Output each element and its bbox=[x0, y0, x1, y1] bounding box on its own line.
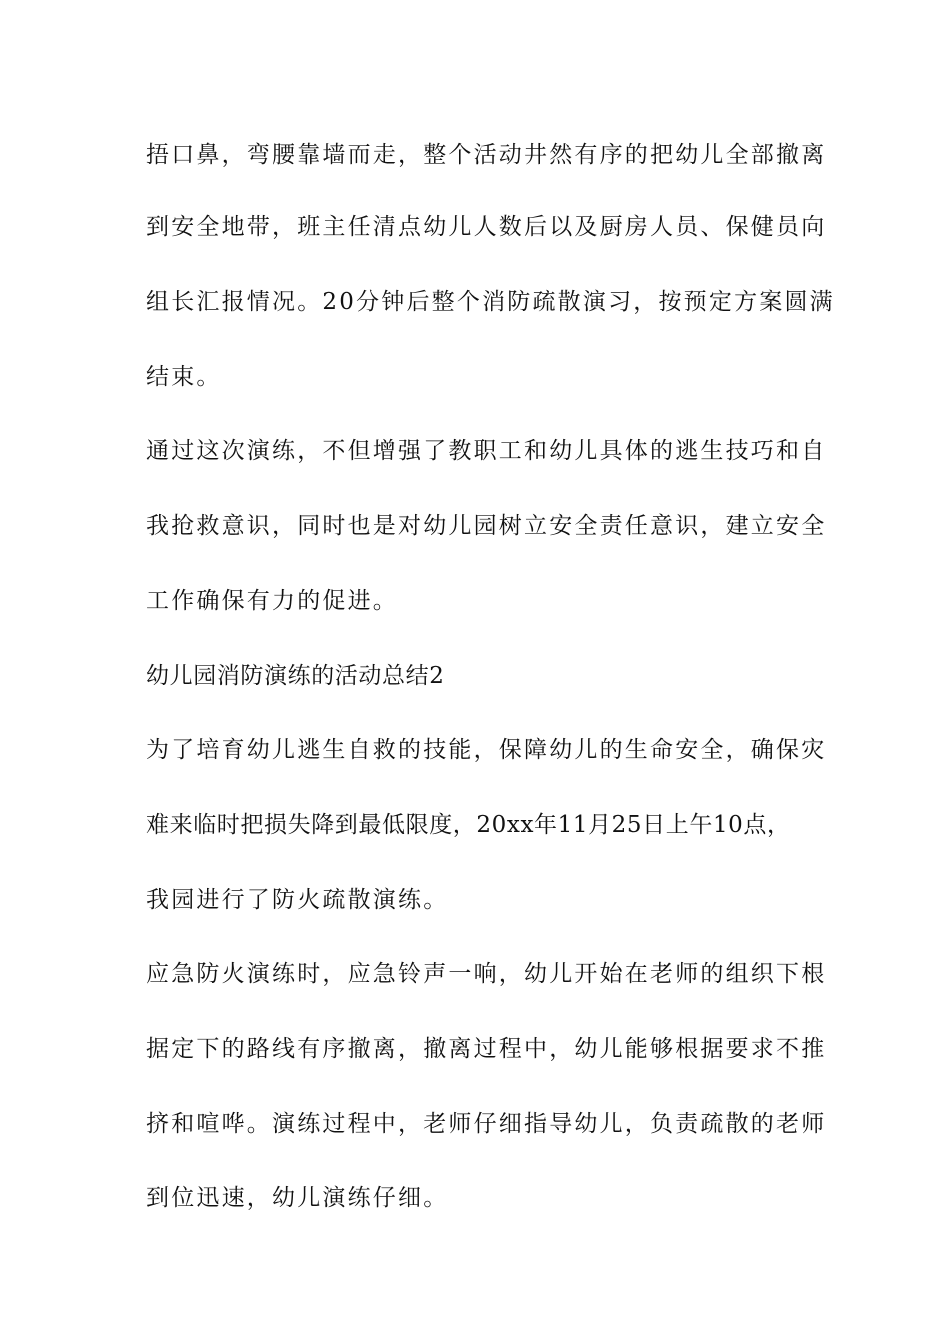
text-line-6: 我抢救意识，同时也是对幼儿园树立安全责任意识，建立安全 bbox=[146, 513, 827, 539]
text-line-2: 到安全地带，班主任清点幼儿人数后以及厨房人员、保健员向 bbox=[146, 214, 827, 240]
text-line-10: 难来临时把损失降到最低限度，20xx年11月25日上午10点， bbox=[146, 812, 791, 838]
text-line-5: 通过这次演练，不但增强了教职工和幼儿具体的逃生技巧和自 bbox=[146, 438, 827, 464]
text-line-14: 挤和喧哗。演练过程中，老师仔细指导幼儿，负责疏散的老师 bbox=[146, 1111, 827, 1137]
text-line-13: 据定下的路线有序撤离，撤离过程中，幼儿能够根据要求不推 bbox=[146, 1036, 827, 1062]
text-line-15: 到位迅速，幼儿演练仔细。 bbox=[146, 1185, 449, 1211]
text-line-1: 捂口鼻，弯腰靠墙而走，整个活动井然有序的把幼儿全部撤离 bbox=[146, 142, 827, 168]
text-line-12: 应急防火演练时，应急铃声一响，幼儿开始在老师的组织下根 bbox=[146, 961, 827, 987]
text-line-4: 结束。 bbox=[146, 364, 222, 390]
text-line-9: 为了培育幼儿逃生自救的技能，保障幼儿的生命安全，确保灾 bbox=[146, 737, 827, 763]
text-line-3: 组长汇报情况。20分钟后整个消防疏散演习，按预定方案圆满 bbox=[146, 289, 835, 315]
text-line-7: 工作确保有力的促进。 bbox=[146, 588, 398, 614]
text-line-11: 我园进行了防火疏散演练。 bbox=[146, 887, 449, 913]
section-heading: 幼儿园消防演练的活动总结2 bbox=[146, 663, 445, 689]
